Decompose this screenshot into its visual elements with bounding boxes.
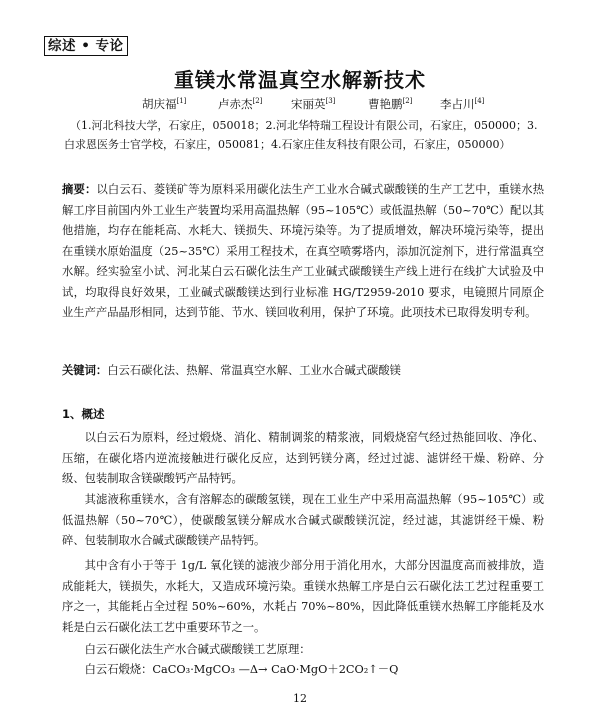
author-name: 宋丽英[3] [291, 97, 336, 111]
abstract-text: 以白云石、菱镁矿等为原料采用碳化法生产工业水合碱式碳酸镁的生产工艺中，重镁水热解工序目前国内外工业生产装置均采用高温热解（95~105℃）或低温热解（50~70℃）配以其他措施，均存在能耗高、水耗大、镁损失、环境污染等。为了提质增效，解决环境污染等，提出在重镁水原始温度（25~35℃）采用工程技术，在真空喷雾塔内，添加沉淀剂下，进行常温真空水解。经实验室小试、河北某白云石碳化法生产工业碱式碳酸镁生产线上进行在线扩大试验及中试，均取得良好效果，工业碱式碳酸镁达到行业标准 HG/T2959-2010 要求，电镜照片同原企业生产产品晶形相同，达到节能、节水、镁回收利用，保护了环境。此项技术已取得发明专利。 [62, 183, 544, 319]
author-name: 胡庆福[1] [142, 97, 187, 111]
affiliation-line: 白求恩医务士官学校，石家庄，050081；4.石家庄佳友科技有限公司，石家庄，050000） [64, 138, 511, 151]
author-name: 李占川[4] [440, 97, 485, 111]
body-paragraph: 白云石碳化法生产水合碱式碳酸镁工艺原理： [84, 643, 311, 656]
equation-line: 白云石煅烧：CaCO₃·MgCO₃ —Δ→ CaO·MgO＋2CO₂↑－Q [84, 663, 399, 676]
page-number: 12 [293, 692, 307, 705]
column-tag: 综述 • 专论 [44, 36, 128, 56]
body-paragraph: 以白云石为原料，经过煅烧、消化、精制调浆的精浆液，同煅烧窑气经过热能回收、净化、压缩，在碳化塔内逆流接触进行碳化反应，达到钙镁分离，经过过滤、滤饼经干燥、粉碎、分级、包装制取含镁碳酸钙产品特钙。 [62, 431, 544, 485]
author-name: 卢赤杰[2] [218, 97, 263, 111]
author-name: 曹艳鹏[2] [368, 97, 413, 111]
paper-title: 重镁水常温真空水解新技术 [174, 68, 426, 92]
section-heading: 1、概述 [62, 407, 105, 421]
body-paragraph: 其滤液称重镁水，含有溶解态的碳酸氢镁，现在工业生产中采用高温热解（95~105℃）或低温热解（50~70℃），使碳酸氢镁分解成水合碱式碳酸镁沉淀，经过滤，其滤饼经干燥、粉碎、包装制取水合碱式碳酸镁产品特钙。 [62, 493, 544, 547]
body-paragraph: 其中含有小于等于 1g/L 氧化镁的滤液少部分用于消化用水，大部分因温度高而被排放，造成能耗大，镁损失，水耗大，又造成环境污染。重镁水热解工序是白云石碳化法工艺过程重要工序之一，其能耗占全过程 50%~60%，水耗占 70%~80%，因此降低重镁水热解工序能耗及水耗是白云石碳化法工艺中重要环节之一。 [62, 559, 544, 634]
affiliation-line: （1.河北科技大学，石家庄，050018；2.河北华特瑞工程设计有限公司，石家庄，050000；3. [70, 119, 538, 132]
abstract-label: 摘要： [62, 183, 97, 196]
keywords-label: 关键词： [62, 364, 108, 377]
abstract [62, 180, 544, 366]
keywords [62, 361, 544, 382]
keywords-text: 白云石碳化法、热解、常温真空水解、工业水合碱式碳酸镁 [107, 364, 401, 377]
